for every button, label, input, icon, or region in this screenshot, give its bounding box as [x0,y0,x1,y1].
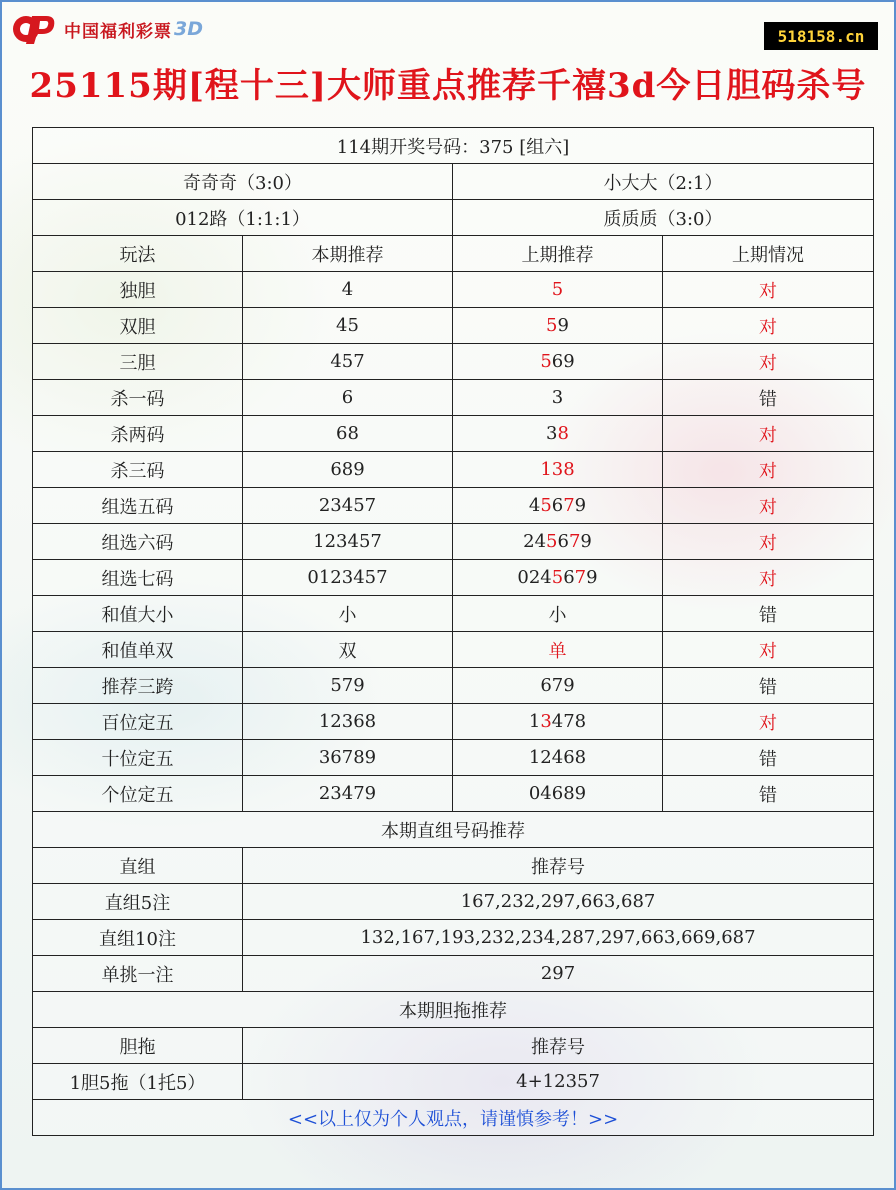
previous-status: 对 [663,308,874,344]
current-recommend: 23479 [243,776,453,812]
big-small-pattern: 小大大（2:1） [453,164,874,200]
hit-digits: 8 [557,423,569,444]
miss-digits: 679 [540,675,575,696]
section-title-row [33,812,874,848]
previous-status: 对 [663,704,874,740]
previous-recommend [453,272,663,308]
recommend-table [32,127,874,1136]
previous-recommend [453,560,663,596]
hit-digits: 7 [568,531,581,552]
drag-label: 1胆5拖（1托5） [33,1064,243,1100]
recommend-row [33,308,874,344]
miss-digits: 9 [557,315,569,336]
drag-value: 4+12357 [243,1064,874,1100]
recommend-row [33,272,874,308]
play-type: 杀两码 [33,416,243,452]
recommend-row [33,524,874,560]
previous-status: 对 [663,524,874,560]
current-recommend: 36789 [243,740,453,776]
previous-recommend [453,380,663,416]
direct-value: 132,167,193,232,234,287,297,663,669,687 [243,920,874,956]
hit-digits: 7 [563,495,575,516]
logo-3d: 3D [174,18,203,40]
current-recommend: 6 [243,380,453,416]
play-type: 组选七码 [33,560,243,596]
miss-digits: 1 [528,711,541,732]
miss-digits: 3 [546,423,558,444]
recommend-row [33,668,874,704]
direct-col1: 直组 [33,848,243,884]
drag-col2: 推荐号 [243,1028,874,1064]
play-type: 三胆 [33,344,243,380]
miss-digits: 9 [574,495,587,516]
previous-recommend [453,488,663,524]
miss-digits: 478 [551,711,587,732]
recommend-row [33,740,874,776]
recommend-row [33,632,874,668]
direct-value: 167,232,297,663,687 [243,884,874,920]
miss-digits: 6 [563,567,575,588]
previous-status: 对 [663,416,874,452]
recommend-row [33,344,874,380]
current-recommend: 45 [243,308,453,344]
recommend-row [33,704,874,740]
direct-label: 单挑一注 [33,956,243,992]
previous-recommend [453,668,663,704]
draw-result-row [33,128,874,164]
recommend-row [33,380,874,416]
col-header-status: 上期情况 [663,236,874,272]
section-title-row [33,992,874,1028]
miss-digits: 24 [523,531,547,552]
logo-text: 中国福利彩票 [64,21,172,42]
recommend-row [33,488,874,524]
current-recommend: 68 [243,416,453,452]
previous-recommend [453,632,663,668]
current-recommend: 12368 [243,704,453,740]
hit-digits: 单 [548,640,567,662]
col-header-previous: 上期推荐 [453,236,663,272]
drag-section-title: 本期胆拖推荐 [33,992,874,1028]
miss-digits: 12468 [528,747,587,768]
play-type: 杀三码 [33,452,243,488]
hit-digits: 5 [546,315,558,336]
previous-recommend [453,596,663,632]
hit-digits: 5 [546,531,558,552]
drag-col1: 胆拖 [33,1028,243,1064]
hit-digits: 5 [540,495,552,516]
hit-digits: 5 [551,279,564,300]
play-type: 十位定五 [33,740,243,776]
prime-pattern: 质质质（3:0） [453,200,874,236]
current-recommend: 23457 [243,488,453,524]
current-recommend: 小 [243,596,453,632]
recommend-row [33,416,874,452]
odd-even-pattern: 奇奇奇（3:0） [33,164,453,200]
previous-status: 对 [663,560,874,596]
play-type: 组选六码 [33,524,243,560]
recommend-row [33,776,874,812]
direct-label: 直组10注 [33,920,243,956]
previous-recommend [453,524,663,560]
previous-status: 对 [663,272,874,308]
previous-status: 错 [663,740,874,776]
welfare-lottery-logo-icon [12,12,58,46]
direct-row [33,884,874,920]
miss-digits: 024 [517,567,552,588]
miss-digits: 9 [580,531,592,552]
current-recommend: 123457 [243,524,453,560]
section-header-row [33,848,874,884]
previous-recommend [453,704,663,740]
miss-digits: 04689 [528,783,587,804]
direct-col2: 推荐号 [243,848,874,884]
previous-status: 对 [663,488,874,524]
hit-digits: 3 [540,711,552,732]
direct-section-title: 本期直组号码推荐 [33,812,874,848]
miss-digits: 69 [551,351,575,372]
footer-note[interactable]: <<以上仅为个人观点，请谨慎参考！>> [33,1100,874,1136]
play-type: 组选五码 [33,488,243,524]
previous-status: 错 [663,596,874,632]
direct-label: 直组5注 [33,884,243,920]
current-recommend: 579 [243,668,453,704]
pattern-row [33,164,874,200]
miss-digits: 3 [551,387,564,408]
miss-digits: 4 [528,495,541,516]
previous-status: 对 [663,632,874,668]
previous-status: 错 [663,380,874,416]
previous-recommend [453,416,663,452]
hit-digits: 5 [540,351,552,372]
previous-status: 错 [663,668,874,704]
play-type: 个位定五 [33,776,243,812]
current-recommend: 689 [243,452,453,488]
page-title: 25115期[程十三]大师重点推荐千禧3d今日胆码杀号 [29,66,867,106]
current-recommend: 4 [243,272,453,308]
current-recommend: 双 [243,632,453,668]
play-type: 独胆 [33,272,243,308]
play-type: 双胆 [33,308,243,344]
road-012-pattern: 012路（1:1:1） [33,200,453,236]
section-header-row [33,1028,874,1064]
col-header-current: 本期推荐 [243,236,453,272]
previous-recommend [453,776,663,812]
hit-digits: 138 [540,459,575,480]
site-badge[interactable]: 518158.cn [764,22,878,50]
miss-digits: 6 [557,531,569,552]
miss-digits: 9 [586,567,598,588]
recommend-row [33,560,874,596]
play-type: 和值大小 [33,596,243,632]
current-recommend: 0123457 [243,560,453,596]
play-type: 杀一码 [33,380,243,416]
direct-row [33,920,874,956]
lottery-logo [12,10,203,48]
previous-recommend [453,740,663,776]
footer-row [33,1100,874,1136]
recommend-row [33,596,874,632]
current-recommend: 457 [243,344,453,380]
column-header-row [33,236,874,272]
play-type: 和值单双 [33,632,243,668]
hit-digits: 7 [574,567,587,588]
direct-value: 297 [243,956,874,992]
direct-row [33,956,874,992]
hit-digits: 5 [551,567,564,588]
col-header-play: 玩法 [33,236,243,272]
play-type: 推荐三跨 [33,668,243,704]
miss-digits: 小 [548,604,567,626]
drag-row [33,1064,874,1100]
previous-recommend [453,344,663,380]
previous-recommend [453,452,663,488]
draw-result: 114期开奖号码：375 [组六] [33,128,874,164]
previous-status: 对 [663,452,874,488]
miss-digits: 6 [551,495,564,516]
previous-status: 错 [663,776,874,812]
previous-status: 对 [663,344,874,380]
recommend-row [33,452,874,488]
previous-recommend [453,308,663,344]
play-type: 百位定五 [33,704,243,740]
pattern-row [33,200,874,236]
